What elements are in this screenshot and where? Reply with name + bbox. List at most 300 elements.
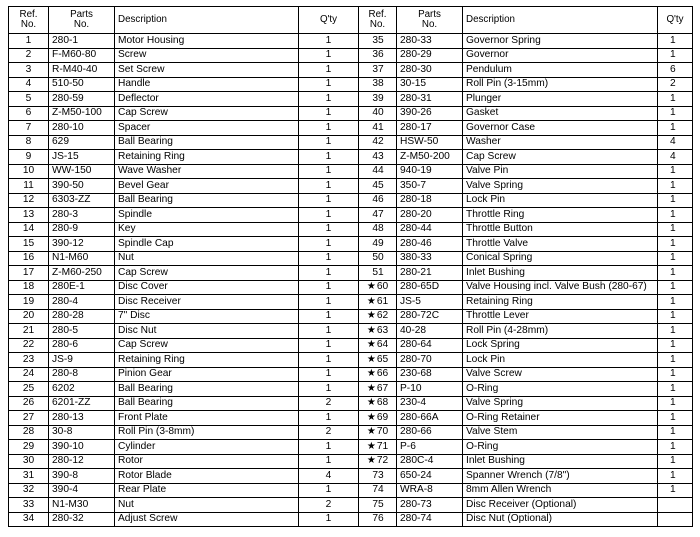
qty-cell: 2 [299, 396, 359, 411]
qty-cell: 1 [299, 164, 359, 179]
description-cell-right: Valve Spring [463, 396, 658, 411]
ref-no-text: 46 [372, 194, 384, 206]
qty-cell-right: 1 [658, 396, 693, 411]
ref-no-cell-right [359, 353, 397, 368]
ref-no-cell: 8 [9, 135, 49, 150]
description-cell-right: 8mm Allen Wrench [463, 483, 658, 498]
part-no-cell: 390-50 [49, 179, 115, 194]
header-row [9, 7, 693, 34]
part-no-cell-right: 280-64 [397, 338, 463, 353]
qty-cell: 1 [299, 48, 359, 63]
ref-no-cell: 23 [9, 353, 49, 368]
ref-no-cell: 5 [9, 92, 49, 107]
ref-no-text: 74 [372, 484, 384, 496]
description-cell: Disc Nut [115, 324, 299, 339]
qty-cell-right: 1 [658, 367, 693, 382]
part-no-cell: 280-59 [49, 92, 115, 107]
qty-cell-right: 1 [658, 92, 693, 107]
description-cell: Adjust Screw [115, 512, 299, 527]
part-no-cell-right: 280-21 [397, 266, 463, 281]
qty-cell: 1 [299, 135, 359, 150]
table-row [9, 498, 693, 513]
ref-no-cell: 3 [9, 63, 49, 78]
ref-no-cell: 24 [9, 367, 49, 382]
ref-no-text: 63 [376, 324, 389, 336]
ref-no-cell-right [359, 222, 397, 237]
ref-no-text: 37 [372, 63, 384, 75]
qty-cell-right: 2 [658, 77, 693, 92]
ref-no-cell: 11 [9, 179, 49, 194]
ref-no-cell-right [359, 266, 397, 281]
qty-cell-right: 1 [658, 106, 693, 121]
table-row [9, 324, 693, 339]
description-cell-right: Lock Spring [463, 338, 658, 353]
description-cell-right: Valve Pin [463, 164, 658, 179]
table-row [9, 193, 693, 208]
table-header [9, 7, 693, 34]
description-cell-right: Throttle Ring [463, 208, 658, 223]
ref-no-text: 64 [376, 339, 389, 351]
qty-cell-right: 1 [658, 193, 693, 208]
ref-no-text: 45 [372, 179, 384, 191]
qty-cell: 1 [299, 208, 359, 223]
part-no-cell-right: 280-31 [397, 92, 463, 107]
description-cell-right: Washer [463, 135, 658, 150]
qty-cell-right [658, 512, 693, 527]
ref-no-cell: 9 [9, 150, 49, 165]
ref-no-cell-right [359, 179, 397, 194]
part-no-cell-right: 940-19 [397, 164, 463, 179]
ref-no-cell: 7 [9, 121, 49, 136]
ref-no-cell-right [359, 440, 397, 455]
table-row [9, 469, 693, 484]
qty-cell: 1 [299, 222, 359, 237]
header-ref-no-label-right: No. [369, 19, 386, 30]
ref-no-cell-right [359, 338, 397, 353]
description-cell-right: Valve Spring [463, 179, 658, 194]
description-cell: Retaining Ring [115, 353, 299, 368]
description-cell: 7" Disc [115, 309, 299, 324]
part-no-cell: N1-M30 [49, 498, 115, 513]
qty-cell: 2 [299, 498, 359, 513]
part-no-cell: 280-4 [49, 295, 115, 310]
qty-cell-right: 1 [658, 179, 693, 194]
description-cell-right: Roll Pin (3-15mm) [463, 77, 658, 92]
ref-no-text: 67 [376, 382, 389, 394]
ref-no-cell-right [359, 63, 397, 78]
part-no-cell-right: 230-4 [397, 396, 463, 411]
description-cell: Retaining Ring [115, 150, 299, 165]
table-row [9, 237, 693, 252]
qty-cell: 1 [299, 512, 359, 527]
part-no-cell: 390-8 [49, 469, 115, 484]
description-cell: Cylinder [115, 440, 299, 455]
table-row [9, 121, 693, 136]
table-row [9, 440, 693, 455]
description-cell: Cap Screw [115, 106, 299, 121]
qty-cell: 1 [299, 309, 359, 324]
part-no-cell: 6201-ZZ [49, 396, 115, 411]
ref-no-cell: 1 [9, 34, 49, 49]
part-no-cell: N1-M60 [49, 251, 115, 266]
ref-no-cell: 28 [9, 425, 49, 440]
part-no-cell: 280-12 [49, 454, 115, 469]
ref-no-text: 49 [372, 237, 384, 249]
description-cell: Motor Housing [115, 34, 299, 49]
qty-cell-right: 1 [658, 338, 693, 353]
qty-cell: 1 [299, 77, 359, 92]
ref-no-cell-right [359, 295, 397, 310]
ref-no-cell-right [359, 382, 397, 397]
description-cell: Nut [115, 498, 299, 513]
ref-no-cell: 10 [9, 164, 49, 179]
qty-cell-right: 4 [658, 150, 693, 165]
description-cell: Deflector [115, 92, 299, 107]
ref-no-text: 48 [372, 223, 384, 235]
qty-cell: 1 [299, 193, 359, 208]
part-no-cell: 390-10 [49, 440, 115, 455]
part-no-cell: JS-15 [49, 150, 115, 165]
qty-cell: 1 [299, 251, 359, 266]
qty-cell: 1 [299, 454, 359, 469]
part-no-cell: 280-9 [49, 222, 115, 237]
qty-cell: 1 [299, 63, 359, 78]
header-parts-no-right [397, 7, 463, 34]
header-parts-label: Parts [70, 8, 93, 20]
ref-no-text: 75 [372, 498, 384, 510]
part-no-cell: Z-M50-100 [49, 106, 115, 121]
header-ref-no [9, 7, 49, 34]
description-cell-right: Inlet Bushing [463, 266, 658, 281]
description-cell: Spacer [115, 121, 299, 136]
star-mark: ★ [366, 455, 376, 467]
part-no-cell-right: 280-20 [397, 208, 463, 223]
part-no-cell-right: 280-33 [397, 34, 463, 49]
ref-no-cell-right [359, 411, 397, 426]
description-cell-right: Inlet Bushing [463, 454, 658, 469]
table-row [9, 48, 693, 63]
part-no-cell-right: 280-46 [397, 237, 463, 252]
qty-cell-right: 1 [658, 121, 693, 136]
star-mark: ★ [366, 339, 376, 351]
qty-cell-right: 1 [658, 266, 693, 281]
table-row [9, 164, 693, 179]
ref-no-cell: 27 [9, 411, 49, 426]
ref-no-cell-right [359, 193, 397, 208]
description-cell: Ball Bearing [115, 396, 299, 411]
ref-no-text: 71 [376, 440, 389, 452]
description-cell: Wave Washer [115, 164, 299, 179]
qty-cell: 1 [299, 237, 359, 252]
table-row [9, 454, 693, 469]
star-mark: ★ [366, 382, 376, 394]
description-cell: Cap Screw [115, 266, 299, 281]
star-mark: ★ [366, 397, 376, 409]
qty-cell-right: 1 [658, 324, 693, 339]
table-row [9, 367, 693, 382]
qty-cell: 1 [299, 440, 359, 455]
description-cell-right: Governor Case [463, 121, 658, 136]
qty-cell: 1 [299, 106, 359, 121]
part-no-cell-right: 280-65D [397, 280, 463, 295]
ref-no-cell: 20 [9, 309, 49, 324]
qty-cell-right: 1 [658, 208, 693, 223]
part-no-cell: 6202 [49, 382, 115, 397]
table-row [9, 425, 693, 440]
ref-no-cell: 29 [9, 440, 49, 455]
ref-no-cell: 14 [9, 222, 49, 237]
description-cell-right: O-Ring Retainer [463, 411, 658, 426]
ref-no-text: 73 [372, 469, 384, 481]
ref-no-cell-right [359, 454, 397, 469]
table-row [9, 208, 693, 223]
part-no-cell-right: 280C-4 [397, 454, 463, 469]
qty-cell-right: 1 [658, 425, 693, 440]
qty-cell: 1 [299, 280, 359, 295]
ref-no-cell-right [359, 512, 397, 527]
ref-no-cell-right [359, 164, 397, 179]
part-no-cell-right: 280-17 [397, 121, 463, 136]
ref-no-cell: 21 [9, 324, 49, 339]
description-cell-right: Governor Spring [463, 34, 658, 49]
ref-no-text: 76 [372, 513, 384, 525]
part-no-cell: 280-6 [49, 338, 115, 353]
description-cell: Roll Pin (3-8mm) [115, 425, 299, 440]
table-row [9, 295, 693, 310]
table-row [9, 135, 693, 150]
header-description-right: Description [463, 7, 658, 34]
description-cell-right: Throttle Button [463, 222, 658, 237]
ref-no-text: 70 [376, 426, 389, 438]
description-cell: Cap Screw [115, 338, 299, 353]
description-cell: Rotor Blade [115, 469, 299, 484]
ref-no-cell-right [359, 34, 397, 49]
qty-cell-right: 1 [658, 454, 693, 469]
qty-cell-right: 1 [658, 295, 693, 310]
header-ref-label: Ref. [19, 8, 38, 20]
table-row [9, 382, 693, 397]
part-no-cell: 280-28 [49, 309, 115, 324]
part-no-cell-right: 280-72C [397, 309, 463, 324]
header-ref-no-label: No. [20, 19, 37, 30]
part-no-cell: Z-M60-250 [49, 266, 115, 281]
table-row [9, 63, 693, 78]
ref-no-cell-right [359, 469, 397, 484]
ref-no-cell: 19 [9, 295, 49, 310]
part-no-cell-right: 30-15 [397, 77, 463, 92]
description-cell: Disc Receiver [115, 295, 299, 310]
star-mark: ★ [366, 295, 376, 307]
part-no-cell: 6303-ZZ [49, 193, 115, 208]
description-cell-right: Retaining Ring [463, 295, 658, 310]
table-row [9, 150, 693, 165]
ref-no-text: 39 [372, 92, 384, 104]
part-no-cell: 30-8 [49, 425, 115, 440]
ref-no-text: 47 [372, 208, 384, 220]
ref-no-cell-right [359, 92, 397, 107]
description-cell-right: Pendulum [463, 63, 658, 78]
header-description: Description [115, 7, 299, 34]
ref-no-text: 68 [376, 397, 389, 409]
part-no-cell-right: 350-7 [397, 179, 463, 194]
part-no-cell: 280-3 [49, 208, 115, 223]
ref-no-cell: 22 [9, 338, 49, 353]
description-cell-right: Lock Pin [463, 193, 658, 208]
description-cell: Disc Cover [115, 280, 299, 295]
qty-cell-right: 1 [658, 483, 693, 498]
qty-cell-right: 1 [658, 411, 693, 426]
qty-cell-right: 1 [658, 440, 693, 455]
ref-no-text: 41 [372, 121, 384, 133]
part-no-cell: F-M60-80 [49, 48, 115, 63]
qty-cell-right: 1 [658, 280, 693, 295]
qty-cell-right [658, 498, 693, 513]
parts-list-sheet [8, 6, 692, 527]
ref-no-cell-right [359, 309, 397, 324]
ref-no-text: 42 [372, 136, 384, 148]
part-no-cell-right: 40-28 [397, 324, 463, 339]
part-no-cell-right: 280-70 [397, 353, 463, 368]
description-cell: Ball Bearing [115, 135, 299, 150]
description-cell-right: Throttle Valve [463, 237, 658, 252]
part-no-cell-right: 390-26 [397, 106, 463, 121]
ref-no-cell: 31 [9, 469, 49, 484]
description-cell: Ball Bearing [115, 382, 299, 397]
table-row [9, 92, 693, 107]
qty-cell-right: 1 [658, 353, 693, 368]
table-row [9, 280, 693, 295]
qty-cell: 1 [299, 382, 359, 397]
star-mark: ★ [366, 368, 376, 380]
header-ref-no-right [359, 7, 397, 34]
qty-cell-right: 1 [658, 34, 693, 49]
part-no-cell-right: 650-24 [397, 469, 463, 484]
ref-no-cell-right [359, 77, 397, 92]
description-cell-right: Roll Pin (4-28mm) [463, 324, 658, 339]
ref-no-text: 61 [376, 295, 389, 307]
header-qty: Q'ty [299, 7, 359, 34]
qty-cell: 1 [299, 338, 359, 353]
table-body [9, 34, 693, 527]
table-row [9, 106, 693, 121]
part-no-cell: 280-13 [49, 411, 115, 426]
ref-no-text: 51 [372, 266, 384, 278]
ref-no-text: 60 [376, 281, 389, 293]
qty-cell: 1 [299, 483, 359, 498]
part-no-cell-right: JS-5 [397, 295, 463, 310]
header-qty-right: Q'ty [658, 7, 693, 34]
part-no-cell-right: WRA-8 [397, 483, 463, 498]
ref-no-cell: 4 [9, 77, 49, 92]
table-row [9, 34, 693, 49]
description-cell-right: Gasket [463, 106, 658, 121]
part-no-cell-right: 280-18 [397, 193, 463, 208]
description-cell-right: Valve Stem [463, 425, 658, 440]
star-mark: ★ [366, 426, 376, 438]
ref-no-cell-right [359, 106, 397, 121]
description-cell-right: Conical Spring [463, 251, 658, 266]
table-row [9, 338, 693, 353]
qty-cell: 1 [299, 179, 359, 194]
part-no-cell: 280-8 [49, 367, 115, 382]
qty-cell: 2 [299, 425, 359, 440]
ref-no-cell: 17 [9, 266, 49, 281]
qty-cell-right: 1 [658, 251, 693, 266]
part-no-cell: 629 [49, 135, 115, 150]
qty-cell: 1 [299, 295, 359, 310]
ref-no-cell: 18 [9, 280, 49, 295]
part-no-cell: 390-4 [49, 483, 115, 498]
ref-no-cell: 6 [9, 106, 49, 121]
table-row [9, 222, 693, 237]
part-no-cell: 280-32 [49, 512, 115, 527]
ref-no-cell: 25 [9, 382, 49, 397]
header-parts-label-right: Parts [418, 8, 441, 20]
description-cell-right: Throttle Lever [463, 309, 658, 324]
table-row [9, 411, 693, 426]
description-cell-right: Valve Screw [463, 367, 658, 382]
qty-cell: 1 [299, 92, 359, 107]
part-no-cell-right: 230-68 [397, 367, 463, 382]
star-mark: ★ [366, 324, 376, 336]
description-cell: Rear Plate [115, 483, 299, 498]
ref-no-cell-right [359, 121, 397, 136]
part-no-cell: 280-5 [49, 324, 115, 339]
description-cell: Spindle Cap [115, 237, 299, 252]
ref-no-text: 69 [376, 411, 389, 423]
description-cell-right: Lock Pin [463, 353, 658, 368]
table-row [9, 251, 693, 266]
part-no-cell: JS-9 [49, 353, 115, 368]
table-row [9, 309, 693, 324]
ref-no-cell: 32 [9, 483, 49, 498]
part-no-cell: 280E-1 [49, 280, 115, 295]
ref-no-text: 65 [376, 353, 389, 365]
parts-list-table [8, 6, 693, 527]
table-row [9, 266, 693, 281]
part-no-cell: 390-12 [49, 237, 115, 252]
part-no-cell-right: 280-66A [397, 411, 463, 426]
qty-cell: 1 [299, 34, 359, 49]
ref-no-cell: 15 [9, 237, 49, 252]
qty-cell-right: 1 [658, 382, 693, 397]
ref-no-text: 72 [376, 455, 389, 467]
star-mark: ★ [366, 440, 376, 452]
ref-no-cell: 13 [9, 208, 49, 223]
ref-no-cell: 26 [9, 396, 49, 411]
header-parts-no-label: No. [73, 19, 90, 30]
ref-no-text: 62 [376, 310, 389, 322]
header-ref-label-right: Ref. [368, 8, 387, 20]
description-cell: Front Plate [115, 411, 299, 426]
ref-no-text: 66 [376, 368, 389, 380]
part-no-cell-right: 280-30 [397, 63, 463, 78]
star-mark: ★ [366, 310, 376, 322]
table-row [9, 512, 693, 527]
ref-no-text: 38 [372, 78, 384, 90]
description-cell: Pinion Gear [115, 367, 299, 382]
ref-no-cell-right [359, 135, 397, 150]
part-no-cell: WW-150 [49, 164, 115, 179]
ref-no-text: 43 [372, 150, 384, 162]
ref-no-cell-right [359, 324, 397, 339]
ref-no-cell: 16 [9, 251, 49, 266]
ref-no-cell: 12 [9, 193, 49, 208]
description-cell-right: Spanner Wrench (7/8") [463, 469, 658, 484]
part-no-cell-right: P-6 [397, 440, 463, 455]
ref-no-cell-right [359, 483, 397, 498]
qty-cell-right: 6 [658, 63, 693, 78]
